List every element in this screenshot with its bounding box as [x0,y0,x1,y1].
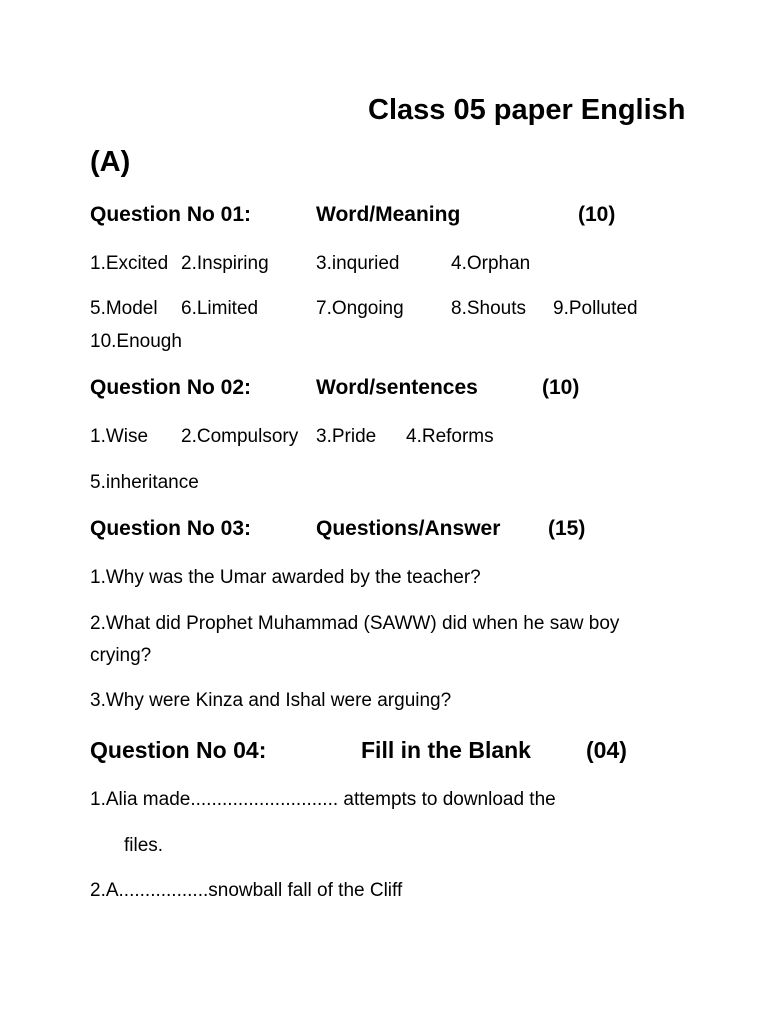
q1-item: 6.Limited [181,298,259,319]
q1-item: 3.inquried [316,253,400,274]
q4-label: Question No 04: [90,737,267,763]
paper-title: Class 05 paper English [368,94,686,126]
q1-item: 5.Model [90,298,158,319]
q1-item: 4.Orphan [451,253,531,274]
q1-topic: Word/Meaning [316,203,461,226]
q2-item: 5.inheritance [90,472,199,493]
q1-item: 1.Excited [90,253,169,274]
q2-marks: (10) [542,376,580,399]
q3-topic: Questions/Answer [316,517,501,540]
q2-topic: Word/sentences [316,376,478,399]
q4-item: 1.Alia made............................ attempts to download the [90,789,556,810]
q3-question: 3.Why were Kinza and Ishal were arguing? [90,690,452,711]
q4-item: 2.A.................snowball fall of the Cliff [90,880,403,901]
q1-label: Question No 01: [90,203,252,226]
q1-item: 10.Enough [90,331,182,352]
q4-item-continued: files. [124,835,164,856]
q3-question: 2.What did Prophet Muhammad (SAWW) did when he saw boy [90,613,620,634]
q2-item: 4.Reforms [406,426,494,447]
q1-marks: (10) [578,203,616,226]
section-label: (A) [90,146,131,178]
q3-label: Question No 03: [90,517,252,540]
q4-topic: Fill in the Blank [361,737,531,763]
q2-label: Question No 02: [90,376,252,399]
q1-item: 2.Inspiring [181,253,269,274]
q1-item: 9.Polluted [553,298,638,319]
q3-question-continued: crying? [90,645,152,666]
q2-item: 1.Wise [90,426,149,447]
q2-item: 3.Pride [316,426,377,447]
q3-marks: (15) [548,517,586,540]
q2-item: 2.Compulsory [181,426,299,447]
q1-item: 7.Ongoing [316,298,404,319]
q4-marks: (04) [586,737,627,763]
q3-question: 1.Why was the Umar awarded by the teacher? [90,567,481,588]
q1-item: 8.Shouts [451,298,526,319]
